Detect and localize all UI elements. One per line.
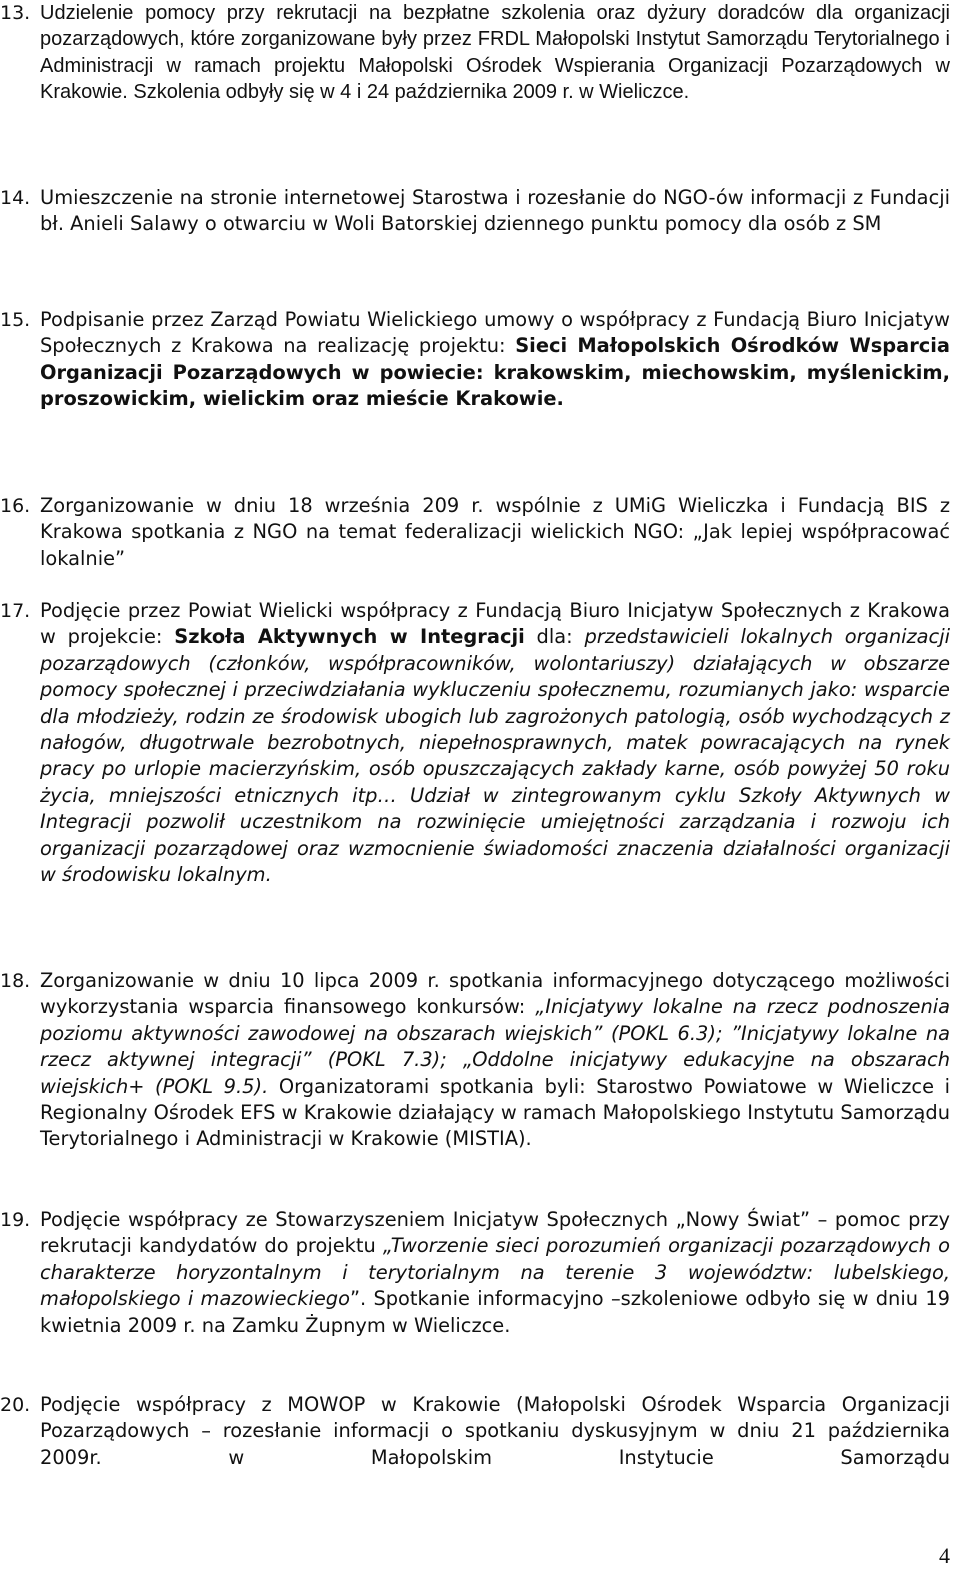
list-item-15 [0,307,950,413]
item-number: 16. [0,495,31,517]
item-text [40,307,950,413]
list-item-16 [0,493,950,572]
item-text-plain: Zorganizowanie w dniu 10 lipca 2009 r. spotkania informacyjnego dotyczącego możliwości wykorzystania wsparcia finansowego konkursów: [40,969,950,1019]
list-item-13 [0,0,950,106]
item-number: 18. [0,970,31,992]
item-text: Podjęcie współpracy z MOWOP w Krakowie (Małopolski Ośrodek Wsparcia Organizacji Pozarządowych – rozesłanie informacji o spotkaniu dyskusyjnym w dniu 21 października 2009r. w Małopolskim Instytucie Samorządu [40,1393,950,1469]
list-item-17 [0,598,950,888]
item-text [40,1207,950,1339]
item-text [40,968,950,1153]
page-number: 4 [939,1543,950,1568]
item-text [40,598,950,888]
list-item-18 [0,968,950,1153]
item-number: 20. [0,1394,31,1416]
item-text-italic: „Inicjatywy lokalne na rzecz podnoszenia poziomu aktywności zawodowej na obszarach wiejskich” (POKL 6.3); ”Inicjatywy lokalne na rzecz aktywnej integracji” (POKL 7.3); „Oddolne inicjatywy edukacyjne na obszarach wiejskich+ (POKL 9.5). [40,995,950,1098]
list-item-20 [0,1392,950,1471]
item-text-italic: przedstawicieli lokalnych organizacji pozarządowych (członków, współpracowników, wolontariuszy) działających w obszarze pomocy społecznej i przeciwdziałania wykluczeniu społecznemu, rozumianych jako: wsparcie dla młodzieży, rodzin ze środowisk ubogich lub zagrożonych patologią, osób wychodzących z nałogów, długotrwale bezrobotnych, niepełnosprawnych, matek powracających na rynek pracy po urlopie macierzyńskim, osób opuszczających zakłady karne, osób powyżej 50 roku życia, mniejszości etnicznych itp… Udział w zintegrowanym cyklu Szkoły Aktywnych w Integracji pozwolił uczestnikom na rozwinięcie umiejętności zarządzania i rozwoju ich organizacji pozarządowej oraz wzmocnienie świadomości znaczenia działalności organizacji w środowisku lokalnym. [40,625,950,887]
item-text-plain: Podjęcie współpracy ze Stowarzyszeniem Inicjatyw Społecznych „Nowy Świat” – pomoc przy rekrutacji kandydatów do projektu [40,1208,950,1258]
list-item-19 [0,1207,950,1339]
item-number: 14. [0,187,31,209]
item-text-plain: dla: [524,625,585,649]
list-item-14 [0,185,950,238]
item-number: 13. [0,2,31,24]
item-number: 19. [0,1209,31,1231]
item-text: Udzielenie pomocy przy rekrutacji na bezpłatne szkolenia oraz dyżury doradców dla organizacji pozarządowych, które zorganizowane były przez FRDL Małopolski Instytut Samorządu Terytorialnego i Administracji w ramach projektu Małopolski Ośrodek Wspierania Organizacji Pozarządowych w Krakowie. Szkolenia odbyły się w 4 i 24 października 2009 r. w Wieliczce. [40,2,950,104]
item-text-plain: ”. Spotkanie informacyjno –szkoleniowe odbyło się w dniu 19 kwietnia 2009 r. na Zamku Żupnym w Wieliczce. [40,1287,950,1337]
item-text-plain: Organizatorami spotkania byli: Starostwo Powiatowe w Wieliczce i Regionalny Ośrodek EFS w Krakowie działający w ramach Małopolskiego Instytutu Samorządu Terytorialnego i Administracji w Krakowie (MISTIA). [40,1074,950,1151]
project-title: Szkoła Aktywnych w Integracji [174,625,525,649]
item-text-italic: „Tworzenie sieci porozumień organizacji pozarządowych o charakterze horyzontalnym i terytorialnym na terenie 3 województw: lubelskiego, małopolskiego i mazowieckiego [40,1234,950,1311]
item-number: 17. [0,600,31,622]
project-title: Sieci Małopolskich Ośrodków Wsparcia Organizacji Pozarządowych w powiecie: krakowskim, miechowskim, myślenickim, proszowickim, wielickim oraz mieście Krakowie. [40,334,950,411]
item-text-plain: Podpisanie przez Zarząd Powiatu Wielickiego umowy o współpracy z Fundacją Biuro Inicjatyw Społecznych z Krakowa na realizację projektu: [40,308,950,358]
item-number: 15. [0,309,31,331]
item-text: Zorganizowanie w dniu 18 września 209 r. wspólnie z UMiG Wieliczka i Fundacją BIS z Krakowa spotkania z NGO na temat federalizacji wielickich NGO: „Jak lepiej współpracować lokalnie” [40,494,950,570]
item-text-plain: Podjęcie przez Powiat Wielicki współpracy z Fundacją Biuro Inicjatyw Społecznych z Krakowa w projekcie: [40,599,950,649]
item-text: Umieszczenie na stronie internetowej Starostwa i rozesłanie do NGO-ów informacji z Fundacji bł. Anieli Salawy o otwarciu w Woli Batorskiej dziennego punktu pomocy dla osób z SM [40,186,950,236]
